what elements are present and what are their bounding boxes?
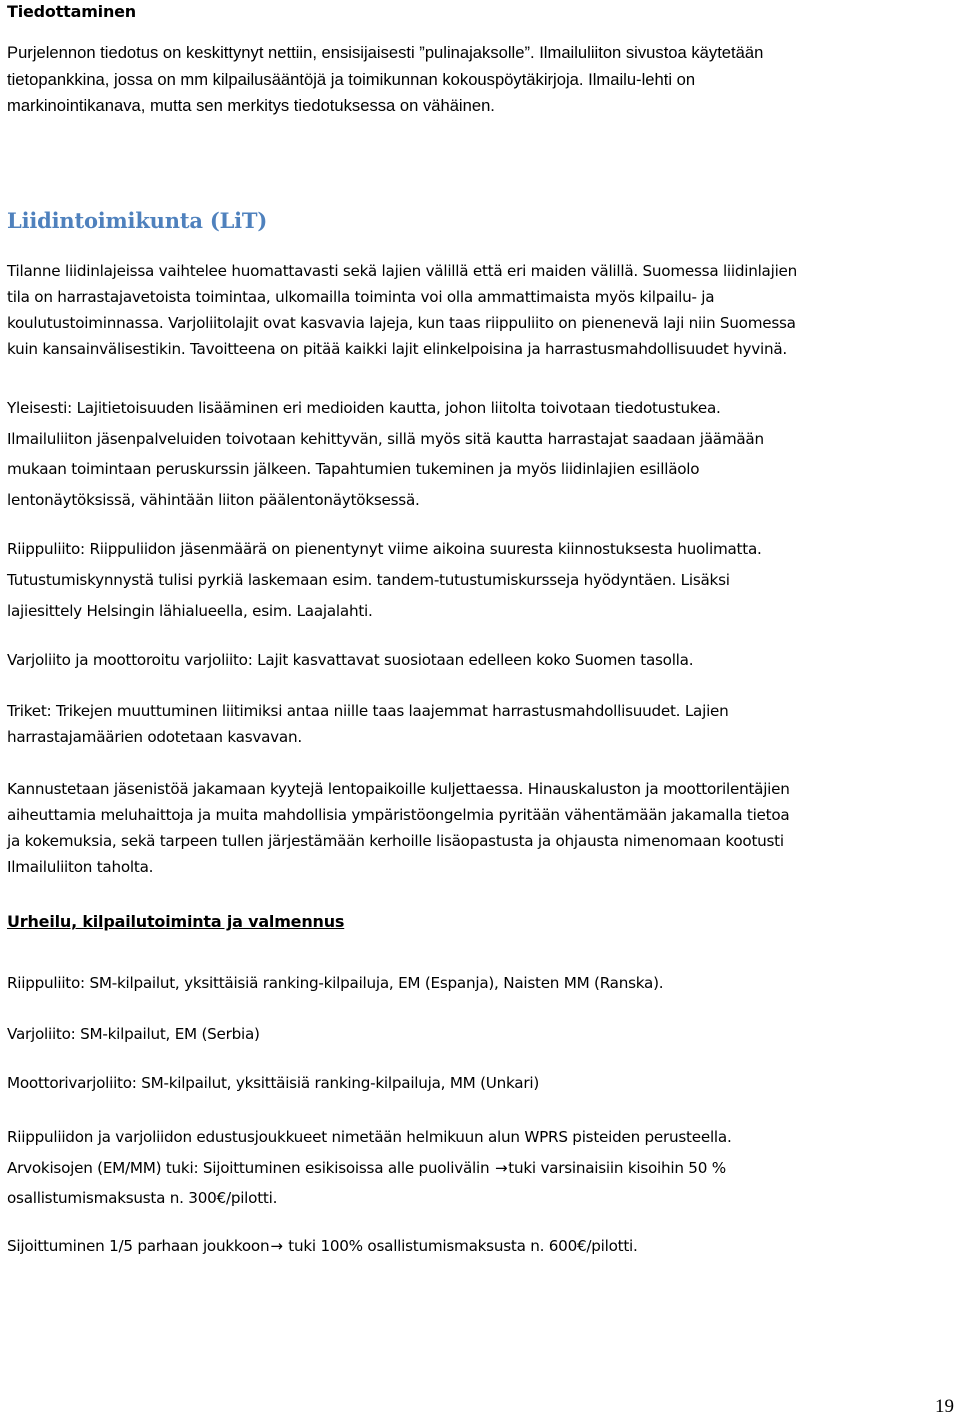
text-line: osallistumismaksusta n. 300€/pilotti. bbox=[7, 1189, 278, 1207]
text-line: Ilmailuliiton taholta. bbox=[7, 858, 154, 876]
text-line: Kannustetaan jäsenistöä jakamaan kyytejä lentopaikoille kuljettaessa. Hinauskaluston ja moottorilentäjien bbox=[7, 780, 790, 798]
text-line: kuin kansainvälisestikin. Tavoitteena on pitää kaikki lajit elinkelpoisina ja harrastusmahdollisuudet hyvinä. bbox=[7, 340, 787, 358]
text-line: Ilmailuliiton jäsenpalveluiden toivotaan kehittyvän, sillä myös sitä kautta harrastajat saadaan jäämään bbox=[7, 429, 764, 448]
general-paragraph bbox=[7, 393, 953, 515]
paragliding-paragraph: Varjoliito ja moottoroitu varjoliito: Lajit kasvattavat suosiotaan edelleen koko Suomen tasolla. bbox=[7, 651, 694, 669]
sport-riippuliito: Riippuliito: SM-kilpailut, yksittäisiä ranking-kilpailuja, EM (Espanja), Naisten MM (Ranska). bbox=[7, 974, 664, 992]
text-line: lentonäytöksissä, vähintään liiton päälentonäytöksessä. bbox=[7, 490, 420, 509]
text-line: Yleisesti: Lajitietoisuuden lisääminen eri medioiden kautta, johon liitolta toivotaan tiedotustukea. bbox=[7, 399, 721, 417]
text-line: Riippuliito: Riippuliidon jäsenmäärä on pienentynyt viime aikoina suuresta kiinnostuksesta huolimatta. bbox=[7, 540, 762, 558]
text-line: Purjelennon tiedotus on keskittynyt nettiin, ensisijaisesti ”pulinajaksolle”. Ilmailuliiton sivustoa käytetään bbox=[7, 43, 764, 62]
text-line: Triket: Trikejen muuttuminen liitimiksi antaa niille taas laajemmat harrastusmahdollisuudet. Lajien bbox=[7, 702, 729, 720]
text-line: aiheuttamia meluhaittoja ja muita mahdollisia ympäristöongelmia pyritään vähentämään jakamalla tietoa bbox=[7, 806, 790, 824]
text-line: Tilanne liidinlajeissa vaihtelee huomattavasti sekä lajien välillä että eri maiden välillä. Suomessa liidinlajien bbox=[7, 262, 798, 280]
text-line: mukaan toimintaan peruskurssin jälkeen. Tapahtumien tukeminen ja myös liidinlajien esilläolo bbox=[7, 460, 700, 478]
text-line: Tutustumiskynnystä tulisi pyrkiä laskemaan esim. tandem-tutustumiskursseja hyödyntäen. Lisäksi bbox=[7, 571, 730, 589]
hang-gliding-paragraph bbox=[7, 534, 953, 627]
text-line: ja kokemuksia, sekä tarpeen tullen järjestämään kerhoille lisäopastusta ja ohjausta nimenomaan kootusti bbox=[7, 832, 784, 850]
text-line: lajiesittely Helsingin lähialueella, esim. Laajalahti. bbox=[7, 602, 373, 620]
text-line: tietopankkina, jossa on mm kilpailusääntöjä ja toimikunnan kokouspöytäkirjoja. Ilmailu-lehti on bbox=[7, 69, 696, 89]
text-line: harrastajamäärien odotetaan kasvavan. bbox=[7, 728, 302, 746]
heading-sports: Urheilu, kilpailutoiminta ja valmennus bbox=[7, 912, 345, 931]
sport-varjoliito: Varjoliito: SM-kilpailut, EM (Serbia) bbox=[7, 1025, 260, 1043]
support-text-after-arrow: tuki varsinaisiin kisoihin 50 % bbox=[508, 1158, 726, 1177]
intro-paragraph bbox=[7, 40, 953, 120]
section-title-lit: Liidintoimikunta (LiT) bbox=[7, 208, 268, 233]
support-paragraph bbox=[7, 1122, 953, 1214]
support-text-before-arrow: Arvokisojen (EM/MM) tuki: Sijoittuminen esikisoissa alle puolivälin bbox=[7, 1158, 494, 1177]
text-line: tila on harrastajavetoista toimintaa, ulkomailla toiminta voi olla ammattimaista myös kilpailu- ja bbox=[7, 288, 715, 306]
placement-text-before-arrow: Sijoittuminen 1/5 parhaan joukkoon bbox=[7, 1237, 270, 1255]
arrow-right-icon: → bbox=[270, 1237, 283, 1255]
text-line bbox=[7, 1153, 953, 1184]
trike-paragraph bbox=[7, 698, 953, 750]
text-line: markinointikanava, mutta sen merkitys tiedotuksessa on vähäinen. bbox=[7, 96, 495, 115]
text-line: Riippuliidon ja varjoliidon edustusjoukkueet nimetään helmikuun alun WPRS pisteiden perusteella. bbox=[7, 1128, 732, 1146]
text-line: koulutustoiminnassa. Varjoliitolajit ovat kasvavia lajeja, kun taas riippuliito on pienenevä laji niin Suomessa bbox=[7, 314, 796, 332]
placement-text-after-arrow: tuki 100% osallistumismaksusta n. 600€/pilotti. bbox=[283, 1237, 638, 1255]
arrow-right-icon: → bbox=[494, 1158, 508, 1177]
placement-paragraph bbox=[7, 1233, 953, 1259]
heading-tiedottaminen: Tiedottaminen bbox=[7, 2, 136, 21]
sport-moottorivarjoliito: Moottorivarjoliito: SM-kilpailut, yksittäisiä ranking-kilpailuja, MM (Unkari) bbox=[7, 1074, 539, 1092]
situation-paragraph bbox=[7, 258, 953, 362]
page-number: 19 bbox=[935, 1396, 954, 1417]
encourage-paragraph bbox=[7, 776, 953, 880]
